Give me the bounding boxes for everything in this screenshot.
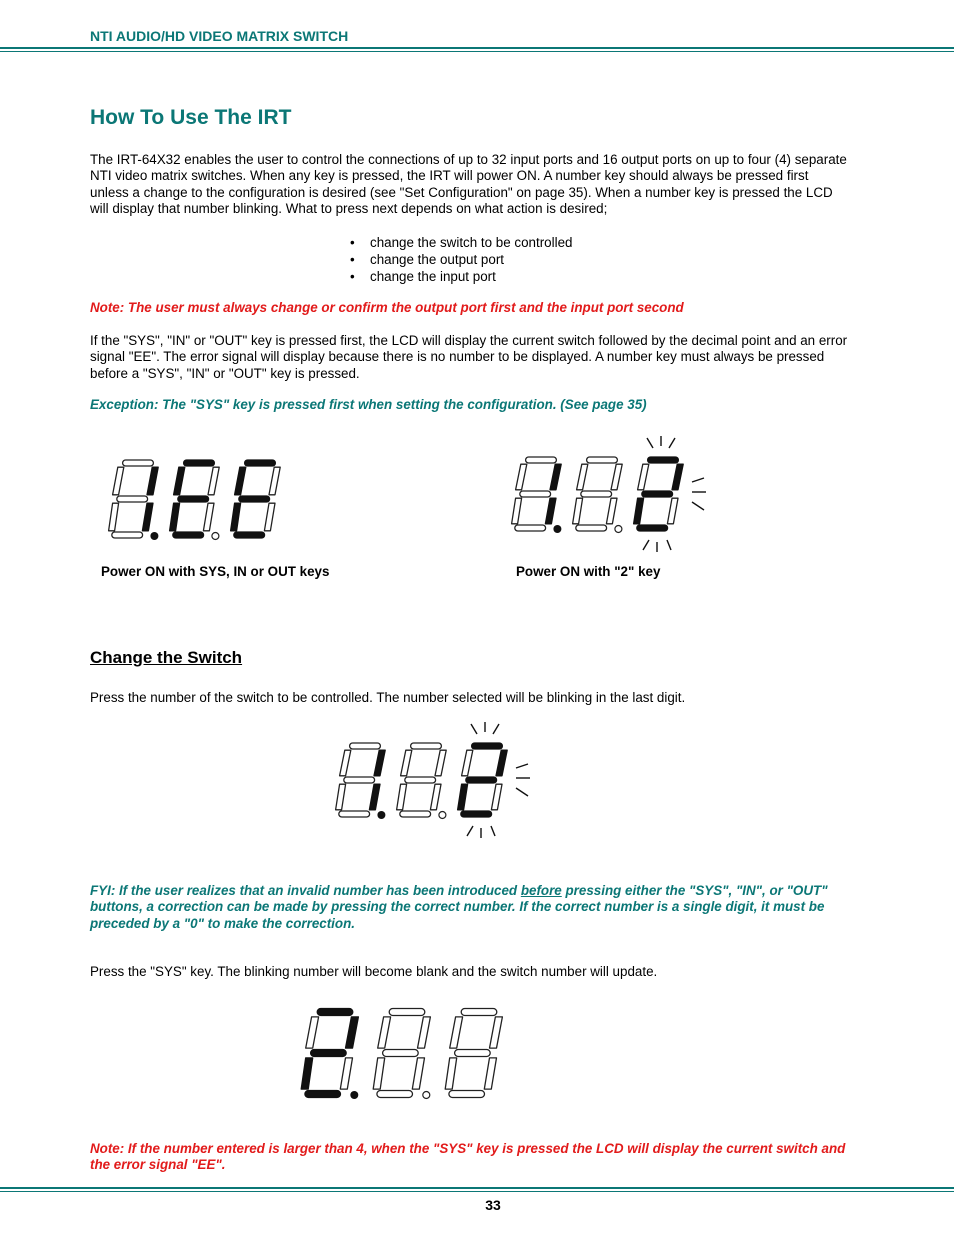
lcd-power-on-sys [105,455,295,545]
lcd-segment-e [445,1058,457,1089]
lcd-segment-b [496,750,507,776]
lcd-segment-f [516,464,527,490]
lcd-segment-g [117,496,148,502]
lcd-change-switch [332,720,532,845]
lcd-after-sys [298,1000,518,1105]
footer-rule-thin [0,1191,954,1192]
blink-indicator-line [516,788,528,796]
lcd-segment-d [112,532,143,538]
intro-line: unless a change to the configuration is desired (see "Set Configuration" on page 35). When a number key is pressed the LCD [90,184,833,200]
lcd-segment-g [239,496,270,502]
lcd-segment-d [637,525,668,531]
bullet-item: • change the input port [350,268,572,285]
lcd-decimal-point [439,812,446,819]
lcd-segment-f [638,464,649,490]
footer-rule [0,1187,954,1189]
blink-indicator-line [643,540,649,550]
blink-indicator-line [692,502,704,510]
paragraph-line: If the "SYS", "IN" or "OUT" key is pressed first, the LCD will display the current switch followed by the decimal point and an error [90,333,848,348]
lcd-segment-d [576,525,607,531]
lcd-segment-b [269,467,280,495]
blink-indicator-line [669,438,675,448]
intro-line: NTI video matrix switches. When any key is pressed, the IRT will power ON. A number key should always be pressed first [90,168,809,184]
lcd-segment-e [373,1058,385,1089]
lcd-decimal-point [150,532,158,540]
lcd-segment-g [581,491,612,497]
lcd-segment-g [344,777,375,783]
blink-indicator-line [647,438,653,448]
lcd-segment-c [340,1058,352,1089]
lcd-segment-f [306,1017,319,1048]
error-signal-paragraph [90,333,890,382]
lcd-decimal-point [615,526,622,533]
blink-indicator-line [471,724,477,734]
note-line: Note: If the number entered is larger than 4, when the "SYS" key is pressed the LCD will display the current switch and [90,1141,846,1156]
header-rule [0,47,954,49]
lcd-segment-f [235,467,246,495]
lcd-segment-c [369,784,380,810]
lcd-decimal-point [553,525,561,533]
lcd-segment-d [339,811,370,817]
section-heading-change-switch: Change the Switch [90,648,243,667]
lcd-segment-a [245,460,276,466]
blink-indicator-line [493,724,499,734]
bullet-item: • change the switch to be controlled [350,234,572,251]
lcd-segment-b [147,467,158,495]
lcd-segment-c [545,498,556,524]
lcd-segment-a [648,457,679,463]
lcd-segment-a [350,743,381,749]
lcd-segment-b [611,464,622,490]
intro-paragraph [90,152,890,217]
lcd-segment-d [461,811,492,817]
lcd-segment-a [472,743,503,749]
lcd-segment-d [449,1091,485,1098]
caption-power-on-sys: Power ON with SYS, IN or OUT keys [101,564,330,579]
lcd-segment-f [577,464,588,490]
lcd-segment-a [123,460,154,466]
lcd-segment-a [587,457,618,463]
lcd-segment-c [430,784,441,810]
lcd-segment-b [418,1017,431,1048]
lcd-segment-e [397,784,407,810]
lcd-segment-b [374,750,385,776]
lcd-segment-c [606,498,617,524]
paragraph-line: signal "EE". The error signal will display because there is no number to be displayed. A number key must always be pressed [90,349,825,365]
intro-line: will display that number blinking. What to press next depends on what action is desired; [90,200,608,216]
lcd-segment-a [461,1009,497,1016]
change-switch-paragraph: Press the number of the switch to be controlled. The number selected will be blinking in the last digit. [90,690,686,705]
paragraph-line: before a "SYS", "IN" or "OUT" key is pressed. [90,365,360,381]
lcd-segment-a [389,1009,425,1016]
blink-indicator-line [516,764,528,768]
lcd-segment-e [458,784,468,810]
lcd-segment-a [411,743,442,749]
lcd-segment-f [378,1017,391,1048]
lcd-segment-g [178,496,209,502]
lcd-segment-g [466,777,497,783]
lcd-segment-c [667,498,678,524]
note-line: the error signal "EE". [90,1157,226,1173]
fyi-text: pressing either the "SYS", "IN", or "OUT" [561,883,828,898]
lcd-segment-f [340,750,351,776]
blink-indicator-line [692,478,704,482]
lcd-segment-f [462,750,473,776]
fyi-line: buttons, a correction can be made by pressing the correct number. If the correct number is a single digit, it must be [90,899,825,915]
fyi-emphasis: before [520,883,562,898]
lcd-segment-c [484,1058,496,1089]
lcd-segment-b [435,750,446,776]
lcd-segment-e [170,503,180,531]
note-output-first: Note: The user must always change or confirm the output port first and the input port second [90,300,684,315]
blink-indicator-line [491,826,495,836]
lcd-segment-f [401,750,412,776]
lcd-segment-a [184,460,215,466]
lcd-segment-c [142,503,153,531]
lcd-segment-g [520,491,551,497]
lcd-decimal-point [377,811,385,819]
section-heading-how-to-use: How To Use The IRT [90,106,292,129]
lcd-segment-f [174,467,185,495]
intro-line: The IRT-64X32 enables the user to control the connections of up to 32 input ports and 16 output ports on up to four (4) separate [90,152,847,167]
lcd-power-on-2 [508,430,708,555]
lcd-segment-b [208,467,219,495]
lcd-segment-e [634,498,644,524]
blink-indicator-line [467,826,473,836]
blink-indicator-line [667,540,671,550]
document-header: NTI AUDIO/HD VIDEO MATRIX SWITCH [90,28,349,44]
lcd-segment-c [203,503,214,531]
lcd-segment-g [311,1050,347,1057]
note-larger-than-4 [90,1141,900,1174]
lcd-segment-e [336,784,346,810]
lcd-segment-g [383,1050,419,1057]
lcd-segment-f [113,467,124,495]
page-number: 33 [485,1197,501,1213]
header-rule-thin [0,51,954,52]
lcd-segment-c [412,1058,424,1089]
lcd-segment-d [377,1091,413,1098]
lcd-segment-a [526,457,557,463]
caption-power-on-2: Power ON with "2" key [516,564,661,579]
lcd-segment-b [346,1017,359,1048]
lcd-segment-d [305,1091,341,1098]
lcd-segment-a [317,1009,353,1016]
lcd-segment-d [515,525,546,531]
lcd-segment-d [173,532,204,538]
lcd-segment-b [490,1017,503,1048]
lcd-decimal-point [423,1092,430,1099]
lcd-segment-e [231,503,241,531]
lcd-decimal-point [212,533,219,540]
lcd-segment-c [491,784,502,810]
lcd-segment-c [264,503,275,531]
lcd-segment-e [301,1058,313,1089]
lcd-segment-e [512,498,522,524]
lcd-segment-g [455,1050,491,1057]
sys-key-paragraph: Press the "SYS" key. The blinking number will become blank and the switch number will update. [90,964,658,979]
lcd-segment-e [573,498,583,524]
lcd-segment-g [405,777,436,783]
action-bullet-list [350,234,572,285]
lcd-segment-d [400,811,431,817]
lcd-segment-e [109,503,119,531]
lcd-decimal-point [350,1091,358,1099]
bullet-item: • change the output port [350,251,572,268]
exception-note: Exception: The "SYS" key is pressed first when setting the configuration. (See page 35) [90,397,647,412]
lcd-segment-b [672,464,683,490]
lcd-segment-b [550,464,561,490]
lcd-segment-d [234,532,265,538]
lcd-segment-f [450,1017,463,1048]
fyi-line: preceded by a "0" to make the correction. [90,915,355,931]
fyi-text: FYI: If the user realizes that an invalid number has been introduced [90,883,521,898]
fyi-note [90,883,900,932]
lcd-segment-g [642,491,673,497]
